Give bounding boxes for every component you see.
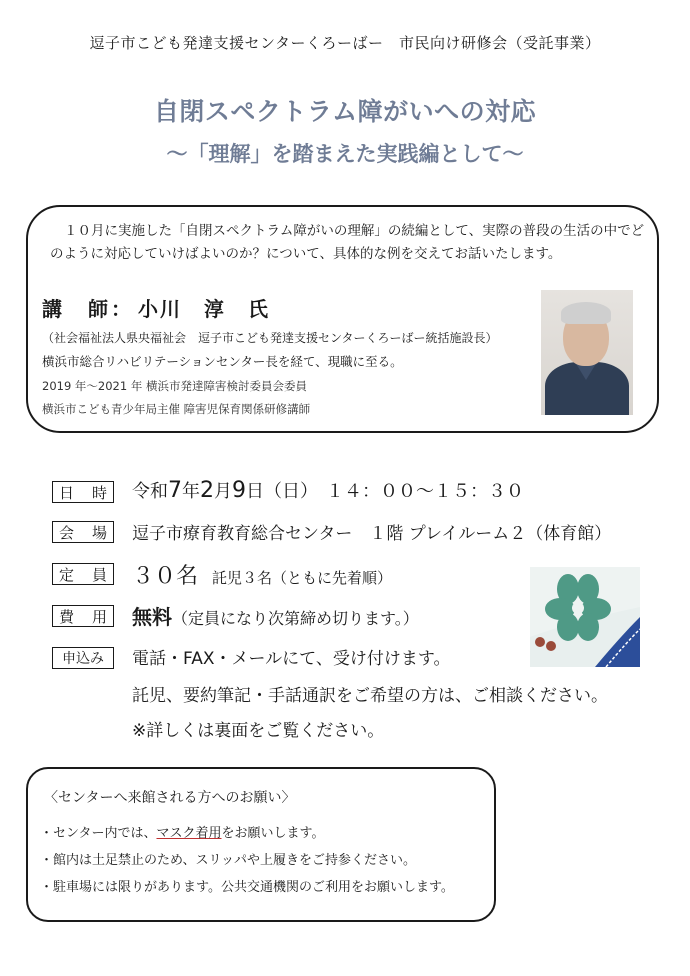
venue-value: 逗子市療育教育総合センター １階 プレイルーム２（体育館） — [132, 524, 612, 544]
lecturer-label: 講 師： — [42, 297, 134, 321]
lecturer-training: 横浜市こども青少年局主催 障害児保育関係研修講師 — [42, 402, 311, 416]
capacity-value: ３０名 託児３名（ともに先着順） — [132, 564, 393, 589]
lecturer-career: 横浜市総合リハビリテーションセンター長を経て、現職に至る。 — [42, 354, 403, 369]
apply-label: 申込み — [52, 647, 114, 669]
apply-value: 電話・FAX・メールにて、受け付けます。 — [132, 649, 451, 669]
clover-logo — [530, 567, 640, 667]
lecturer-committee: 2019 年～2021 年 横浜市発達障害検討委員会委員 — [42, 379, 307, 393]
lecturer-name: 小川 淳 氏 — [138, 297, 270, 321]
page-title: 自閉スペクトラム障がいへの対応 — [153, 97, 537, 126]
date-label: 日 時 — [52, 481, 114, 503]
lecturer-affiliation: （社会福祉法人県央福祉会 逗子市こども発達支援センターくろーばー統括施設長） — [42, 331, 498, 345]
fee-label: 費 用 — [52, 605, 114, 627]
fee-value: 無料（定員になり次第締め切ります。） — [132, 605, 419, 629]
request-item-parking: ・駐車場には限りがあります。公共交通機関のご利用をお願いします。 — [40, 880, 454, 895]
intro-text: １０月に実施した「自閉スペクトラム障がいの理解」の続編として、実際の普段の生活の中でどのように対応していけばよいのか？について、具体的な例を交えてお話いたします。 — [50, 223, 645, 262]
requests-title: 〈センターへ来館される方へのお願い〉 — [44, 790, 296, 806]
date-value: 令和7年2月9日（日） １４：００～１５：３０ — [132, 478, 524, 503]
capacity-label: 定 員 — [52, 563, 114, 585]
apply-extra-1: 託児、要約筆記・手話通訳をご希望の方は、ご相談ください。 — [132, 686, 608, 706]
request-item-mask: ・センター内では、マスク着用をお願いします。 — [40, 826, 325, 841]
request-item-shoes: ・館内は土足禁止のため、スリッパや上履きをご持参ください。 — [40, 853, 416, 868]
venue-label: 会 場 — [52, 521, 114, 543]
lecturer-photo — [541, 290, 633, 415]
page-subtitle: ～「理解」を踏まえた実践編として～ — [166, 142, 524, 166]
organizer-header: 逗子市こども発達支援センターくろーばー 市民向け研修会（受託事業） — [89, 34, 601, 52]
apply-extra-2: ※詳しくは裏面をご覧ください。 — [132, 721, 385, 741]
